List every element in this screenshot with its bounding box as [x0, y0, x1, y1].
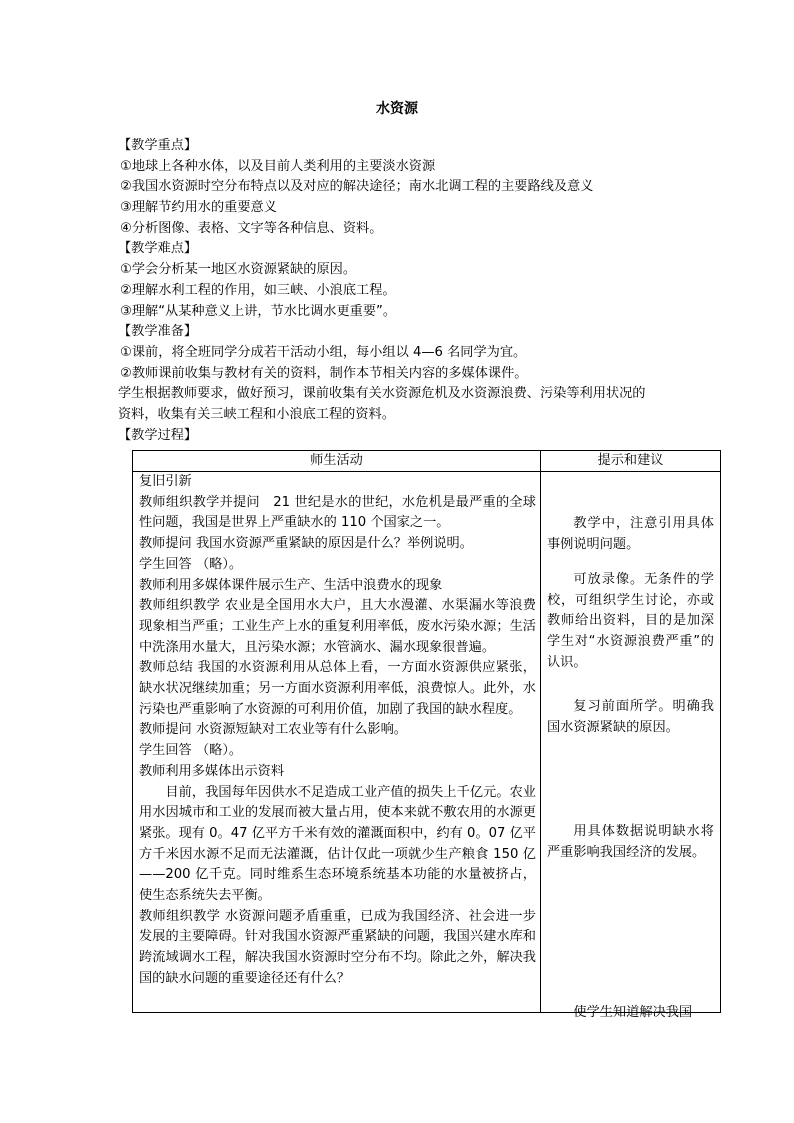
lesson-process-table: [132, 450, 721, 1020]
difficulty-3: ③理解“从某种意义上讲，节水比调水更重要”。: [120, 303, 397, 319]
activity-student-answer-1: 学生回答 （略）。: [139, 556, 243, 572]
lesson-preamble: [118, 136, 738, 446]
activity-student-answer-2: 学生回答 （略）。: [139, 743, 243, 759]
tip-4: 用具体数据说明缺水将严重影响我国经济的发展。: [547, 824, 714, 860]
tip-5: 使学生知道解决我国: [573, 1005, 693, 1020]
key-point-1: ①地球上各种水体，以及目前人类利用的主要淡水资源: [120, 158, 436, 174]
tips-cell: [541, 472, 721, 1020]
section-heading-preparation: 【教学准备】: [118, 324, 198, 340]
activity-teaching-1: 教师组织教学 农业是全国用水大户，且大水漫灌、水渠漏水等浪费现象相当严重；工业生产上水的重复利用率低，废水污染水源；生活中洗涤用水量大，且污染水源；水管滴水、漏水现象很普遍。: [139, 598, 536, 655]
preparation-1: ①课前，将全班同学分成若干活动小组，每小组以 4—6 名同学为宜。: [120, 344, 527, 360]
student-preparation-line-2: 资料，收集有关三峡工程和小浪底工程的资料。: [118, 406, 395, 422]
key-point-2: ②我国水资源时空分布特点以及对应的解决途径；南水北调工程的主要路线及意义: [120, 179, 594, 195]
difficulty-2: ②理解水利工程的作用，如三峡、小浪底工程。: [120, 282, 396, 298]
activities-cell: [133, 472, 541, 1013]
tip-2: 可放录像。无条件的学校，可组织学生讨论，亦或教师给出资料，目的是加深学生对“水资源浪费严重”的认识。: [547, 572, 714, 670]
activity-review: 复旧引新: [139, 474, 192, 489]
section-heading-process: 【教学过程】: [118, 427, 198, 443]
difficulty-1: ①学会分析某一地区水资源紧缺的原因。: [120, 262, 357, 278]
activity-data-material: 目前，我国每年因供水不足造成工业产值的损失上千亿元。农业用水因城市和工业的发展而被大量占用，使本来就不敷农用的水源更紧张。现有 0。47 亿平方千米有效的灌溉面积中，约有 0。07 亿平方千米因水源不足而无法灌溉，估计仅此一项就少生产粮食 150 亿——200 亿千克。同时维系生态环境系统基本功能的水量被挤占，使生态系统失去平衡。: [139, 784, 536, 904]
activity-teaching-2: 教师组织教学 水资源问题矛盾重重，已成为我国经济、社会进一步发展的主要障碍。针对我国水资源严重紧缺的问题，我国兴建水库和跨流域调水工程，解决我国水资源时空分布不均。除此之外，解决我国的缺水问题的重要途径还有什么？: [139, 908, 536, 986]
tip-3: 复习前面所学。明确我国水资源紧缺的原因。: [547, 699, 714, 735]
key-point-3: ③理解节约用水的重要意义: [120, 200, 277, 216]
activity-summary: 教师总结 我国的水资源利用从总体上看，一方面水资源供应紧张，缺水状况继续加重；另一方面水资源利用率低，浪费惊人。此外，水污染也严重影响了水资源的可利用价值，加剧了我国的缺水程度。: [139, 660, 536, 717]
tip-1: 教学中，注意引用具体事例说明问题。: [547, 516, 714, 552]
header-tips: 提示和建议: [541, 451, 721, 472]
preparation-2: ②教师课前收集与教材有关的资料，制作本节相关内容的多媒体课件。: [120, 365, 528, 381]
key-point-4: ④分析图像、表格、文字等各种信息、资料。: [120, 220, 383, 236]
activity-teacher-question-3: 教师提问 水资源短缺对工农业等有什么影响。: [139, 722, 407, 738]
section-heading-key-points: 【教学重点】: [118, 138, 198, 153]
page-title: 水资源: [376, 101, 418, 117]
activity-teacher-question-2: 教师提问 我国水资源严重紧缺的原因是什么？举例说明。: [139, 536, 473, 552]
activity-teacher-question-1: 教师组织教学并提问 21 世纪是水的世纪，水危机是最严重的全球性问题，我国是世界上严重缺水的 110 个国家之一。: [139, 494, 536, 531]
activity-multimedia-1: 教师利用多媒体课件展示生产、生活中浪费水的现象: [139, 577, 443, 593]
student-preparation-line-1: 学生根据教师要求，做好预习，课前收集有关水资源危机及水资源浪费、污染等利用状况的: [118, 386, 646, 402]
header-activities: 师生活动: [133, 451, 541, 472]
section-heading-difficulties: 【教学难点】: [118, 241, 198, 257]
activity-multimedia-2: 教师利用多媒体出示资料: [139, 763, 285, 779]
